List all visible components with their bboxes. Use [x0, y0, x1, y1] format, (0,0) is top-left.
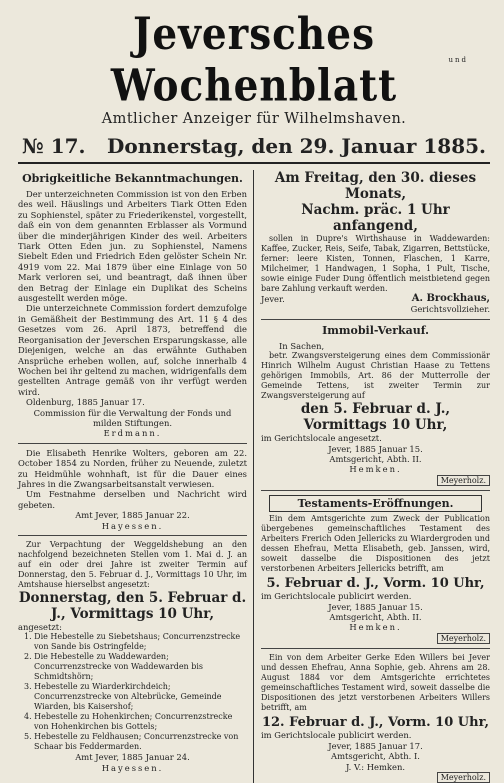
notice-3-signature: Hayessen.	[101, 762, 164, 773]
auction-signature: A. Brockhaus,	[411, 293, 490, 304]
notice-1-text: Der unterzeichneten Commission ist von den Erben des weil. Häuslings und Arbeiters Tiark Otten Eden zu Sophienstel, später zu Friederikenstel, vorgestellt, daß ein von dem genannten Erblasser als Vormund über die minderjährigen Kinder des weil. Arbeiters Tiark Otten Eden jun. zu Sophienstel, Namens Siebelt Eden und Friedrich Eden gelöster Schein Nr. 4919 vom 22. Mai 1879 über eine Einlage von 50 Mark verloren sei, und beantragt, daß ihnen über den Betrag der Einlage ein Duplikat des Scheins ausgestellt werden möge.	[18, 189, 247, 304]
immobil-case: In Sachen,	[279, 340, 325, 351]
list-item: 3. Hebestelle zu Wiarderkirchdeich; Concurrenzstrecke von Altebrücke, Gemeinde Wiarden, bis Kaisershof;	[24, 682, 222, 712]
masthead-subtitle: Amtlicher Anzeiger für Wilhelmshaven.	[101, 111, 407, 127]
auction-sign-line	[261, 294, 490, 304]
immobil-heading: Immobil-Verkauf.	[322, 323, 429, 337]
testament-1-date: Jever, 1885 Januar 15.	[328, 601, 423, 612]
testament-1-signature: Hemken.	[349, 622, 402, 633]
immobil-text: betr. Zwangsversteigerung eines dem Commissionär Hinrich Wilhelm August Christian Haase zu Tettens gehörigen Immobils, Art. 86 der Mutterrolle der Gemeinde Tettens, ist zweiter Termin zur Zwangsversteigerung auf	[261, 351, 490, 401]
notice-3-date: Amt Jever, 1885 Januar 24.	[75, 752, 190, 763]
divider	[261, 319, 490, 320]
notice-2-date: Amt Jever, 1885 Januar 22.	[75, 510, 190, 521]
auction-place: Jever.	[261, 294, 285, 304]
immobil-time-emphasis: Vormittags 10 Uhr,	[303, 417, 448, 434]
notice-1-commission: Commission für die Verwaltung der Fonds und milden Stiftungen.	[33, 407, 232, 428]
notice-2-text: Die Elisabeth Henrike Wolters, geboren am 22. October 1854 zu Norden, früher zu Neuende, zuletzt zu Heidmühle wohnhaft, ist für die Dauer eines Jahres in die Zwangsarbeitsanstalt verwiesen.	[18, 447, 247, 489]
notice-2-signature: Hayessen.	[101, 520, 164, 531]
list-item: 5. Hebestelle zu Feldhausen; Concurrenzstrecke von Schaar bis Feddermarden.	[24, 732, 239, 752]
list-item: 2. Die Hebestelle zu Waddewarden; Concurrenzstrecke von Waddewarden bis Schmidtshörn;	[24, 652, 204, 682]
divider	[18, 535, 247, 536]
auction-heading-1: Am Freitag, den 30. dieses Monats,	[274, 170, 477, 202]
columns	[18, 170, 490, 783]
immobil-location: im Gerichtslocale angesetzt.	[261, 433, 382, 444]
divider	[261, 490, 490, 491]
notice-1-date: Oldenburg, 1885 Januar 17.	[26, 397, 145, 408]
auction-heading-2: Nachm. präc. 1 Uhr anfangend,	[301, 202, 450, 234]
notice-3-text: Zur Verpachtung der Weggeldshebung an den nachfolgend bezeichneten Stellen vom 1. Mai d. J. an auf ein oder drei Jahre ist zweiter Termin auf Donnerstag, den 5. Februar d. J., Vormittags 10 Uhr, im Amtshause hierselbst angesetzt:	[18, 540, 247, 589]
list-item: 1. Die Hebestelle zu Siebetshaus; Concurrenzstrecke von Sande bis Ostringfelde;	[24, 632, 241, 652]
testament-2-court: Amtsgericht, Abth. I.	[331, 751, 420, 762]
issue-date: Donnerstag, den 29. Januar 1885.	[107, 134, 486, 158]
immobil-court: Amtsgericht, Abth. II.	[329, 454, 422, 465]
testament-2-tag: Meyerholz.	[261, 772, 490, 783]
notices-heading: Obrigkeitliche Bekanntmachungen.	[22, 172, 243, 185]
notice-2-request: Um Festnahme derselben und Nachricht wird gebeten.	[18, 489, 247, 510]
immobil-tag: Meyerholz.	[261, 475, 490, 486]
list-item: 4. Hebestelle zu Hohenkirchen; Concurrenzstrecke von Hohenkirchen bis Gottels;	[24, 712, 233, 732]
testament-1-date-emphasis: 5. Februar d. J., Vorm. 10 Uhr,	[266, 576, 485, 592]
testament-2-date: Jever, 1885 Januar 17.	[328, 740, 423, 751]
notice-1-signature: Erdmann.	[103, 428, 162, 439]
masthead-und: und	[448, 56, 468, 64]
testament-2-date-emphasis: 12. Februar d. J., Vorm. 10 Uhr,	[261, 715, 490, 731]
divider	[261, 648, 490, 649]
notice-1-text-2: Die unterzeichnete Commission fordert demzufolge in Gemäßheit der Bestimmung des Art. 11 § 4 des Gesetzes vom 26. April 1873, betreffend die Reorganisation der Jeverschen Ersparungskasse, alle Diejenigen, welche an das erwähnte Guthaben Ansprüche erheben wollen, auf, solche innerhalb 4 Wochen bei ihr geltend zu machen, widrigenfalls dem gestellten Antrage gemäß von ihr verfügt werden wird.	[18, 303, 247, 397]
issue-number: № 17.	[22, 134, 86, 158]
testament-2-signature: J. V.: Hemken.	[345, 761, 406, 772]
testament-1-court: Amtsgericht, Abth. II.	[329, 612, 422, 623]
right-column	[254, 170, 490, 783]
testament-1-text: Ein dem Amtsgerichte zum Zweck der Publication übergebenes gemeinschaftliches Testament des Arbeiters Frerich Oden Jellericks zu Wiardergroden und dessen Ehefrau, Metta Elisabeth, geb. Janssen, wird, soweit dasselbe die Dispositionen des jetzt verstorbenen Arbeiters Jellericks betrifft, am	[261, 514, 490, 574]
divider	[18, 443, 247, 444]
immobil-date-emphasis: den 5. Februar d. J.,	[300, 401, 451, 418]
testament-2-location: im Gerichtslocale publicirt werden.	[261, 730, 412, 741]
immobil-signature: Hemken.	[349, 464, 402, 475]
auction-text: sollen in Dupre's Wirthshause in Waddewarden: Kaffee, Zucker, Reis, Seife, Tabak, Zigarren, Bettstücke, ferner: leere Kisten, Tonnen, Flaschen, 1 Karre, Milcheimer, 1 Handwagen, 1 Sopha, 1 Pult, Tische, sowie einige Fuder Dung öffentlich meistbietend gegen bare Zahlung verkauft werden.	[261, 234, 490, 293]
testament-1-tag: Meyerholz.	[261, 633, 490, 644]
testament-heading: Testaments-Eröffnungen.	[269, 495, 482, 512]
notice-3-date-emphasis: Donnerstag, den 5. Februar d. J., Vormittags 10 Uhr,	[18, 590, 247, 622]
testament-1-location: im Gerichtslocale publicirt werden.	[261, 591, 412, 602]
issue-line	[18, 131, 490, 164]
left-column	[18, 170, 254, 783]
masthead-title: Jeversches Wochenblatt	[110, 8, 398, 112]
immobil-date: Jever, 1885 Januar 15.	[328, 443, 423, 454]
auction-role: Gerichtsvollzieher.	[410, 304, 490, 315]
testament-2-text: Ein von dem Arbeiter Gerke Eden Willers bei Jever und dessen Ehefrau, Anna Sophie, geb. Ahrens am 28. August 1884 vor dem Amtsgerichte errichtetes gemeinschaftliches Testament wird, soweit dasselbe die Dispositionen des jetzt verstorbenen Arbeiters Willers betrifft, am	[261, 653, 490, 713]
notice-3-pre: angesetzt:	[18, 622, 62, 632]
